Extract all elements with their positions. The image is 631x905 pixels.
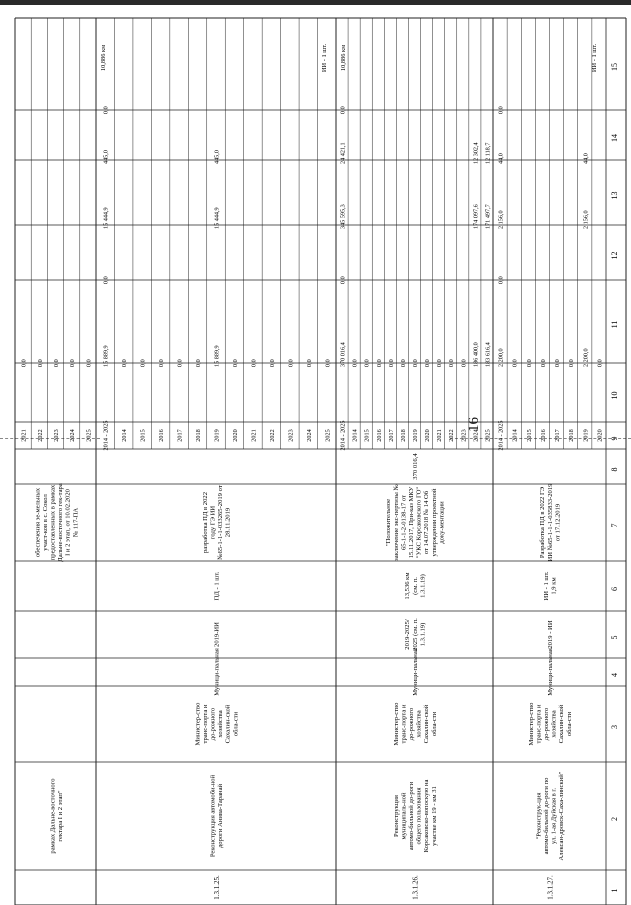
row-name-line: ул. 1-ая Дуйская в г. [550, 787, 558, 845]
row-1.3.1.27.-year: 2017 [554, 429, 562, 442]
row-1.3.1.25.-col10: 0,0 [231, 359, 239, 367]
row-ministry-line: Министер-ство [194, 702, 202, 746]
row-basis-line: Разработка ПД в 2022 ГЭ [539, 486, 547, 559]
continued-row-year: 2024 [69, 429, 77, 442]
row-1.3.1.25.-year: 2017 [176, 429, 184, 442]
row-period-line: 2019-ИИ [213, 622, 221, 647]
row-ministry-line: транс-порта и [201, 704, 209, 744]
row-1.3.1.26.-year: 2023 [460, 429, 468, 442]
row-name-line: Алексан-дровск-Саха-линский" [558, 771, 566, 861]
row-col15-total: 10,886 км [100, 44, 107, 72]
column-header-13: 13 [610, 191, 619, 200]
row-ministry-line: хозяйства [550, 710, 558, 738]
row-col15-total: 10,886 км [340, 44, 347, 72]
row-1.3.1.25.-year: 2022 [268, 429, 276, 442]
row-ministry-line: до-рожного [209, 707, 217, 741]
row-basis-line: разработка ПД в 2022 [201, 491, 209, 554]
row-basis-line: от 17.12.2019 [554, 503, 562, 542]
row-1.3.1.26.-year: 2017 [387, 429, 395, 442]
row-1.3.1.26.-year: 2016 [375, 429, 383, 442]
row-1.3.1.25.-col10: 15 889,9 [213, 345, 221, 367]
row-1.3.1.27.-col12: 2 156,0 [582, 210, 590, 229]
row-ministry-line: обла-сти [430, 711, 438, 737]
column-header-15: 15 [610, 63, 619, 71]
row-name-line: "Реконструк-ция [535, 792, 543, 840]
row-capacity-line: 1.3.1.19) [419, 574, 427, 598]
row-1.3.1.25.-col10: 0,0 [176, 359, 184, 367]
row-name-line: автомо-бильной до-роги [408, 781, 416, 851]
row-name-line: участке км 19 - км 31 [430, 786, 438, 846]
row-1.3.1.25.-year: 2021 [250, 429, 258, 442]
row-basis-line: 15.11.2017, При-каз МКУ [408, 486, 416, 559]
row-1.3.1.26.-col10: 0,0 [424, 359, 432, 367]
row-1.3.1.26.-year: 2020 [424, 429, 432, 442]
row-1.3.1.25.-col10: 0,0 [305, 359, 313, 367]
row-level-line: Муници-пальная [546, 648, 554, 696]
row-1.3.1.26.-year: 2018 [399, 429, 407, 442]
row-1.3.1.27.-year: 2019 [582, 429, 590, 442]
row-1.3.1.27.-col11: 0,0 [497, 276, 505, 284]
row-number: 1.3.1.26. [411, 875, 420, 900]
row-1.3.1.26.-col10: 0,0 [363, 359, 371, 367]
row-1.3.1.26.-col10: 0,0 [387, 359, 395, 367]
row-1.3.1.25.-year: 2019 [213, 429, 221, 442]
row-ministry-line: Министер-ство [392, 702, 400, 746]
row-1.3.1.26.-col12: 345 595,3 [339, 204, 347, 229]
row-1.3.1.26.-col10: 0,0 [351, 359, 359, 367]
row-capacity-line: ПД - 1 шт. [213, 571, 221, 601]
continued-row-name-line: рамках Дальне-восточного [49, 778, 57, 854]
continued-row-basis-line: Дальне-восточного гек-тара [57, 483, 65, 562]
row-1.3.1.25.-col10: 15 889,9 [102, 345, 110, 367]
row-1.3.1.25.-col13: 445,0 [102, 150, 110, 164]
row-1.3.1.26.-col13: 24 421,1 [339, 142, 347, 164]
row-basis-line: "УКС Корсаковского ГО" [415, 486, 423, 559]
row-1.3.1.26.-year: 2025 [484, 429, 492, 442]
row-col15-note: ИИ - 1 шт. [321, 43, 328, 73]
row-ministry-line: транс-порта и [400, 704, 408, 744]
row-col15-note: ИИ - 1 шт. [591, 43, 598, 73]
row-1.3.1.26.-col10: 0,0 [412, 359, 419, 367]
row-1.3.1.26.-year: 2014 - 2025 [339, 420, 347, 451]
continued-row-col10: 0,0 [36, 359, 44, 367]
row-basis-line: 65-1-1-2-0138-17 от [400, 495, 408, 550]
row-1.3.1.25.-col12: 15 444,9 [213, 207, 221, 229]
row-1.3.1.25.-col10: 0,0 [158, 359, 166, 367]
row-1.3.1.26.-col13: 12 302,4 [472, 142, 480, 164]
row-name-line: муниципаль-ной [400, 792, 408, 840]
row-1.3.1.26.-col13: 12 118,7 [484, 142, 492, 164]
row-1.3.1.25.-col10: 0,0 [250, 359, 258, 367]
continued-row-col10: 0,0 [53, 359, 60, 367]
row-1.3.1.26.-col10: 0,0 [436, 359, 444, 367]
row-1.3.1.26.-col10: 183 616,4 [484, 342, 492, 367]
row-1.3.1.25.-year: 2024 [305, 429, 313, 442]
row-1.3.1.27.-col10: 0,0 [554, 359, 562, 367]
row-1.3.1.26.-col12: 174 097,6 [472, 204, 480, 229]
row-ministry-line: Сахалин-ской [558, 704, 566, 744]
row-1.3.1.27.-year: 2018 [568, 429, 576, 442]
continued-row-col10: 0,0 [20, 359, 28, 367]
row-1.3.1.26.-year: 2014 [351, 429, 359, 442]
page-number: 16 [466, 417, 482, 432]
row-1.3.1.25.-year: 2025 [324, 429, 332, 442]
continued-row-basis-line: обеспечения зе-мельных [34, 487, 42, 558]
row-1.3.1.26.-col14: 0,0 [339, 106, 347, 114]
row-capacity-line: ИИ - 1 шт. [543, 571, 551, 601]
row-basis-line: году ГЭ ИИ [209, 505, 217, 540]
row-1.3.1.26.-col12: 171 497,7 [484, 204, 492, 229]
row-ministry-line: Министер-ство [527, 702, 535, 746]
column-header-2: 2 [610, 817, 619, 821]
column-header-6: 6 [610, 587, 619, 591]
row-ministry-line: обла-сти [232, 711, 240, 737]
row-period-line: 2025 (см. п. [411, 618, 419, 651]
row-period-line: 1.3.1.19) [419, 622, 427, 647]
column-header-11: 11 [610, 320, 619, 329]
column-header-5: 5 [610, 635, 619, 640]
row-cost-line: 370 016,4 [411, 453, 419, 480]
column-header-3: 3 [610, 725, 619, 729]
row-basis-line: утверждении проектной [430, 488, 438, 557]
row-name-line: Реконструкция [392, 795, 400, 837]
row-1.3.1.26.-year: 2015 [363, 429, 371, 442]
row-1.3.1.27.-year: 2016 [539, 429, 547, 442]
row-1.3.1.27.-year: 2014 [511, 429, 519, 442]
row-ministry-line: Сахалин-ской [423, 704, 431, 744]
row-1.3.1.27.-col10: 0,0 [511, 359, 519, 367]
row-name-line: общего пользования [415, 787, 423, 845]
row-1.3.1.27.-col10: 0,0 [525, 359, 533, 367]
row-1.3.1.25.-year: 2014 [121, 429, 129, 442]
row-1.3.1.26.-year: 2022 [448, 429, 456, 442]
row-1.3.1.26.-col10: 0,0 [375, 359, 383, 367]
row-1.3.1.26.-col10: 186 400,0 [472, 342, 480, 367]
row-1.3.1.25.-col12: 15 444,9 [102, 207, 110, 229]
continued-row-year: 2025 [85, 429, 93, 442]
row-1.3.1.27.-col10: 2 200,0 [497, 348, 505, 367]
table-rotated-group [15, 18, 626, 905]
row-1.3.1.25.-year: 2020 [231, 429, 239, 442]
row-basis-line: №65-1-1-1-033265-2019 от [217, 485, 225, 560]
row-1.3.1.27.-col10: 0,0 [568, 359, 576, 367]
row-1.3.1.26.-year: 2024 [472, 429, 480, 442]
row-1.3.1.26.-col10: 0,0 [448, 359, 456, 367]
column-header-12: 12 [610, 251, 619, 260]
column-header-8: 8 [610, 467, 619, 472]
row-1.3.1.27.-col10: 0,0 [596, 359, 604, 367]
column-header-10: 10 [610, 391, 619, 400]
column-header-4: 4 [610, 673, 619, 677]
row-period-line: 2019-2025/ [404, 619, 412, 650]
row-1.3.1.27.-col13: 44,0 [582, 153, 590, 164]
row-ministry-line: транс-порта и [535, 704, 543, 744]
row-basis-line: от 14.07.2018 № 14 Об [423, 490, 431, 555]
row-1.3.1.25.-year: 2018 [195, 429, 203, 442]
row-name-line: автомо-бильной до-роги по [543, 777, 551, 855]
column-header-7: 7 [610, 523, 619, 528]
row-1.3.1.27.-year: 2014 - 2025 [497, 420, 505, 451]
row-1.3.1.26.-col11: 0,0 [339, 276, 347, 284]
row-ministry-line: хозяйства [217, 710, 225, 738]
column-header-9: 9 [610, 436, 619, 441]
row-basis-line: ИИ №65-1-1-1-035833-2019 [546, 483, 554, 562]
row-1.3.1.25.-col10: 0,0 [139, 359, 147, 367]
continued-row-col10: 0,0 [69, 359, 77, 367]
row-1.3.1.25.-col10: 0,0 [268, 359, 276, 367]
row-1.3.1.27.-col10: 2 200,0 [582, 348, 590, 367]
row-1.3.1.25.-col10: 0,0 [195, 359, 203, 367]
row-capacity-line: 13,536 км [404, 572, 412, 600]
row-1.3.1.25.-col14: 0,0 [102, 106, 110, 114]
row-1.3.1.25.-year: 2015 [139, 429, 147, 442]
row-1.3.1.26.-year: 2021 [436, 429, 444, 442]
continued-row-year: 2021 [20, 429, 28, 442]
row-basis-line: 28.11.2019 [224, 507, 232, 538]
row-1.3.1.25.-year: 2023 [287, 429, 295, 442]
row-name-line: дороги Анива-Таранай [217, 783, 225, 849]
row-1.3.1.27.-col12: 2 156,0 [497, 210, 505, 229]
row-number: 1.3.1.27. [546, 875, 555, 900]
row-name-line: Корсаковско-вопоскую на [423, 779, 431, 853]
continued-row-basis-line: предоставленных в рамках [49, 484, 57, 561]
row-1.3.1.27.-col14: 0,0 [497, 106, 505, 114]
row-1.3.1.25.-col10: 0,0 [121, 359, 129, 367]
row-1.3.1.26.-col10: 0,0 [399, 359, 407, 367]
continued-row-basis-line: І и 2 этап, от 10.02.2020 [64, 489, 72, 556]
continued-row-basis-line: № 117-ПА [72, 507, 80, 538]
row-basis-line: "Положительное [385, 498, 393, 547]
row-1.3.1.25.-col13: 445,0 [213, 150, 221, 164]
row-1.3.1.26.-year: 2019 [412, 429, 419, 442]
continued-row-year: 2023 [53, 429, 60, 442]
row-1.3.1.26.-col10: 0,0 [460, 359, 468, 367]
continued-row-year: 2022 [36, 429, 44, 442]
row-1.3.1.27.-col10: 0,0 [539, 359, 547, 367]
row-ministry-line: до-рожного [543, 707, 551, 741]
row-capacity-line: (см. п. [411, 577, 419, 595]
row-1.3.1.25.-year: 2016 [158, 429, 166, 442]
row-1.3.1.27.-year: 2015 [525, 429, 533, 442]
row-ministry-line: обла-сти [565, 711, 573, 737]
row-1.3.1.25.-year: 2014 - 2025 [102, 420, 110, 451]
column-header-14: 14 [610, 134, 619, 142]
row-ministry-line: до-рожного [408, 707, 416, 741]
row-basis-line: заключение экс-пертизы № [392, 484, 400, 561]
row-1.3.1.27.-col13: 44,0 [497, 153, 505, 164]
continued-row-col10: 0,0 [85, 359, 93, 367]
row-ministry-line: хозяйства [415, 710, 423, 738]
row-1.3.1.25.-col10: 0,0 [287, 359, 295, 367]
rotated-budget-table [1, 0, 630, 905]
row-period-line: 2019 - ИИ [546, 620, 554, 649]
row-level-line: Муници-пальная [411, 648, 419, 696]
row-level-line: Муници-пальная [213, 648, 221, 696]
row-1.3.1.25.-col11: 0,0 [102, 276, 110, 284]
row-capacity-line: 1,9 км [550, 577, 558, 595]
row-ministry-line: Сахалин-ской [224, 704, 232, 744]
continued-row-basis-line: участ-ков в с. Сокол [41, 494, 49, 551]
continued-row-name-line: гектара І и 2 этап" [57, 790, 65, 842]
row-1.3.1.26.-col10: 370 016,4 [339, 342, 347, 367]
row-basis-line: доку-ментации [438, 501, 446, 544]
row-number: 1.3.1.25. [213, 875, 221, 900]
row-name-line: Реконструкция автомоби-ной [209, 774, 217, 858]
row-1.3.1.25.-col10: 0,0 [324, 359, 332, 367]
column-header-1: 1 [610, 888, 619, 893]
row-1.3.1.27.-year: 2020 [596, 429, 604, 442]
